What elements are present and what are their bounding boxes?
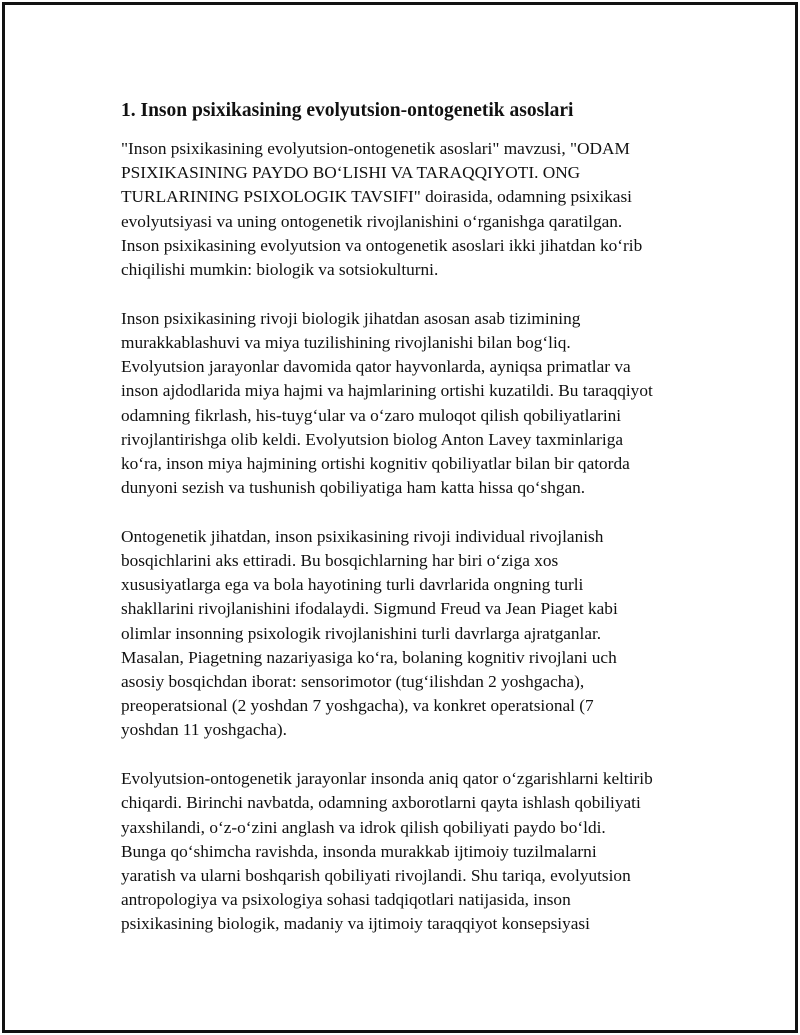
paragraph-intro — [121, 137, 701, 282]
paragraph-line: olimlar insonning psixologik rivojlanishini turli davrlarga ajratganlar. — [121, 623, 602, 643]
paragraph-line: preoperatsional (2 yoshdan 7 yoshgacha), va konkret operatsional (7 — [121, 696, 594, 716]
paragraph-line: xususiyatlarga ega va bola hayotining turli davrlarida ongning turli — [121, 575, 584, 595]
paragraph-line: chiqardi. Birinchi navbatda, odamning axborotlarni qayta ishlash qobiliyati — [121, 793, 641, 813]
section-heading: 1. Inson psixikasining evolyutsion-ontogenetik asoslari — [121, 100, 574, 121]
paragraph-line: yaratish va ularni boshqarish qobiliyati rivojlandi. Shu tariqa, evolyutsion — [121, 865, 631, 885]
paragraph-line: rivojlantirishga olib keldi. Evolyutsion biolog Anton Lavey taxminlariga — [121, 429, 624, 449]
paragraph-line: "Inson psixikasining evolyutsion-ontogenetik asoslari" mavzusi, "ODAM — [121, 139, 630, 158]
paragraph-line: chiqilishi mumkin: biologik va sotsiokulturni. — [121, 260, 439, 280]
paragraph-line: shakllarini rivojlanishini ifodalaydi. Sigmund Freud va Jean Piaget kabi — [121, 599, 618, 619]
page-frame — [2, 2, 798, 1033]
paragraph-line: inson ajdodlarida miya hajmi va hajmlarining ortishi kuzatildi. Bu taraqqiyot — [121, 381, 653, 401]
paragraph-line: Inson psixikasining evolyutsion va ontogenetik asoslari ikki jihatdan ko‘rib — [121, 235, 643, 255]
paragraph-line: Evolyutsion jarayonlar davomida qator hayvonlarda, ayniqsa primatlar va — [121, 357, 631, 377]
paragraph-line: ko‘ra, inson miya hajmining ortishi kognitiv qobiliyatlar bilan bir qatorda — [121, 453, 630, 473]
paragraph-line: antropologiya va psixologiya sohasi tadqiqotlari natijasida, inson — [121, 890, 571, 910]
paragraph-changes — [121, 767, 701, 936]
paragraph-line: TURLARINING PSIXOLOGIK TAVSIFI" doirasida, odamning psixikasi — [121, 187, 632, 207]
paragraph-line: odamning fikrlash, his-tuyg‘ular va o‘zaro muloqot qilish qobiliyatlarini — [121, 405, 622, 425]
paragraph-line: psixikasining biologik, madaniy va ijtimoiy taraqqiyot konsepsiyasi — [121, 914, 590, 934]
paragraph-line: dunyoni sezish va tushunish qobiliyatiga ham katta hissa qo‘shgan. — [121, 478, 586, 498]
paragraph-line: Ontogenetik jihatdan, inson psixikasining rivoji individual rivojlanish — [121, 526, 604, 546]
paragraph-line: PSIXIKASINING PAYDO BO‘LISHI VA TARAQQIYOTI. ONG — [121, 163, 581, 183]
paragraph-line: Evolyutsion-ontogenetik jarayonlar insonda aniq qator o‘zgarishlarni keltirib — [121, 769, 653, 789]
paragraph-line: Inson psixikasining rivoji biologik jihatdan asosan asab tizimining — [121, 308, 581, 328]
paragraph-ontogenetic — [121, 525, 701, 743]
paragraph-line: asosiy bosqichdan iborat: sensorimotor (tug‘ilishdan 2 yoshgacha), — [121, 672, 585, 692]
paragraph-biological — [121, 307, 701, 501]
paragraph-line: yaxshilandi, o‘z-o‘zini anglash va idrok qilish qobiliyati paydo bo‘ldi. — [121, 817, 606, 837]
paragraph-line: evolyutsiyasi va uning ontogenetik rivojlanishini o‘rganishga qaratilgan. — [121, 211, 623, 231]
paragraph-line: yoshdan 11 yoshgacha). — [121, 720, 287, 740]
paragraph-line: Masalan, Piagetning nazariyasiga ko‘ra, bolaning kognitiv rivojlani uch — [121, 647, 617, 667]
paragraph-line: Bunga qo‘shimcha ravishda, insonda murakkab ijtimoiy tuzilmalarni — [121, 841, 597, 861]
paragraph-line: murakkablashuvi va miya tuzilishining rivojlanishi bilan bog‘liq. — [121, 332, 571, 352]
paragraph-line: bosqichlarini aks ettiradi. Bu bosqichlarning har biri o‘ziga xos — [121, 551, 559, 571]
document-body — [121, 99, 701, 961]
